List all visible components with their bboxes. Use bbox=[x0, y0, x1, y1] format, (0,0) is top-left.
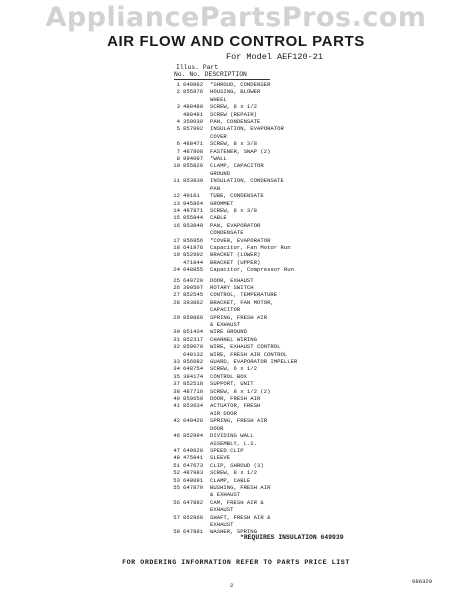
part-description: WASHER, SPRING bbox=[210, 528, 257, 536]
part-row bbox=[168, 380, 368, 387]
part-row bbox=[168, 314, 368, 321]
part-description: *WALL bbox=[210, 155, 227, 163]
part-row bbox=[168, 469, 368, 476]
part-description: SPRING, FRESH AIR bbox=[210, 417, 268, 425]
part-row bbox=[168, 432, 368, 439]
part-description: BRACKET, FAN MOTOR, bbox=[210, 298, 274, 306]
insulation-footnote: *REQUIRES INSULATION 649939 bbox=[240, 534, 344, 541]
part-number: 855876 bbox=[183, 88, 204, 96]
part-row bbox=[168, 321, 368, 328]
illus-number bbox=[168, 306, 183, 313]
illus-number: 55 bbox=[173, 483, 180, 491]
illus-number: 12 bbox=[173, 192, 180, 200]
illus-number: 31 bbox=[173, 335, 180, 343]
illus-number: 16 bbox=[173, 221, 180, 229]
part-description: BRACKET (UPPER) bbox=[210, 258, 261, 266]
illus-number bbox=[168, 491, 183, 498]
part-row bbox=[168, 395, 368, 402]
illus-number: 29 bbox=[173, 313, 180, 321]
part-number: 852317 bbox=[183, 335, 204, 343]
part-row bbox=[168, 229, 368, 236]
part-row bbox=[168, 266, 368, 273]
part-number: 852992 bbox=[183, 251, 204, 259]
part-number: 390507 bbox=[183, 283, 204, 291]
part-description: WIRE, EXHAUST CONTROL bbox=[210, 343, 281, 351]
part-number: 487710 bbox=[183, 387, 204, 395]
part-description: AIR DOOR bbox=[210, 409, 237, 417]
part-row bbox=[168, 88, 368, 95]
part-number: 853839 bbox=[183, 177, 204, 185]
part-number: 859659 bbox=[183, 395, 204, 403]
part-row bbox=[168, 244, 368, 251]
illus-number: 53 bbox=[173, 476, 180, 484]
part-row bbox=[168, 155, 368, 162]
part-number bbox=[183, 321, 210, 328]
part-number: 649862 bbox=[183, 81, 204, 88]
part-number: 859070 bbox=[183, 343, 204, 351]
part-description: SUPPORT, UNIT bbox=[210, 380, 254, 388]
part-number: 852518 bbox=[183, 380, 204, 388]
part-number: 647881 bbox=[183, 528, 204, 536]
illus-number: 1 bbox=[176, 81, 180, 88]
illus-number: 6 bbox=[176, 140, 180, 148]
part-description: DOOR, EXHAUST bbox=[210, 276, 254, 284]
illus-number: 51 bbox=[173, 461, 180, 469]
part-description: COVER bbox=[210, 132, 227, 140]
part-description: WIRE GROUND bbox=[210, 328, 247, 336]
part-row bbox=[168, 200, 368, 207]
illus-number bbox=[168, 185, 183, 192]
part-row bbox=[168, 277, 368, 284]
illus-number: 11 bbox=[173, 177, 180, 185]
part-row bbox=[168, 402, 368, 409]
part-description: SLEEVE bbox=[210, 454, 231, 462]
part-description: SCREW, 8 x 3/8 bbox=[210, 206, 257, 214]
part-row bbox=[168, 462, 368, 469]
illus-number: 15 bbox=[173, 214, 180, 222]
part-description: CABLE bbox=[210, 214, 227, 222]
illus-number: 14 bbox=[173, 206, 180, 214]
illus-number: 38 bbox=[173, 387, 180, 395]
part-row bbox=[168, 417, 368, 424]
part-description: PAN, CONDENSATE bbox=[210, 118, 261, 126]
part-description: ASSEMBLY, L.S. bbox=[210, 439, 257, 447]
part-description: CLAMP, CAPACITOR bbox=[210, 162, 264, 170]
part-description: INSULATION, CONDENSATE bbox=[210, 177, 284, 185]
page-title: AIR FLOW AND CONTROL PARTS bbox=[107, 33, 365, 50]
column-header-description: No. No. DESCRIPTION bbox=[174, 71, 247, 78]
illus-number bbox=[168, 321, 183, 328]
illus-number: 25 bbox=[173, 276, 180, 284]
part-number: 49181 bbox=[183, 192, 200, 200]
illus-number: 35 bbox=[173, 372, 180, 380]
part-description: BUSHING, FRESH AIR bbox=[210, 483, 271, 491]
illus-number: 47 bbox=[173, 446, 180, 454]
part-number: 487871 bbox=[183, 206, 204, 214]
illus-number: 52 bbox=[173, 469, 180, 477]
part-row bbox=[168, 185, 368, 192]
part-number: 859860 bbox=[183, 313, 204, 321]
part-description: HOUSING, BLOWER bbox=[210, 88, 261, 96]
watermark-logo: AppliancePartsPros.com bbox=[45, 2, 427, 33]
part-description: SCREW, 8 x 3/8 bbox=[210, 140, 257, 148]
part-number: 649428 bbox=[183, 417, 204, 425]
part-number: 475841 bbox=[183, 454, 204, 462]
part-number bbox=[183, 185, 210, 192]
part-number: 856956 bbox=[183, 236, 204, 244]
part-description: CONDENSATE bbox=[210, 229, 244, 237]
part-description: ROTARY SWITCH bbox=[210, 283, 254, 291]
part-description: SPEED CLIP bbox=[210, 446, 244, 454]
illus-number: 7 bbox=[176, 147, 180, 155]
part-row bbox=[168, 328, 368, 335]
part-number bbox=[183, 491, 210, 498]
part-row bbox=[168, 177, 368, 184]
part-number: 851434 bbox=[183, 328, 204, 336]
part-number: 853840 bbox=[183, 221, 204, 229]
part-row bbox=[168, 514, 368, 521]
part-number: 857092 bbox=[183, 125, 204, 133]
part-row bbox=[168, 306, 368, 313]
illus-number: 58 bbox=[173, 528, 180, 536]
part-number: 855844 bbox=[183, 214, 204, 222]
part-description: WIRE, FRESH AIR CONTROL bbox=[210, 350, 288, 358]
part-row bbox=[168, 207, 368, 214]
illus-number: 8 bbox=[176, 155, 180, 163]
illus-number: 3 bbox=[176, 103, 180, 111]
part-description: SCREW, 8 x 1/2 bbox=[210, 469, 257, 477]
part-description: SCREW, 6 x 1/2 bbox=[210, 365, 257, 373]
part-description: CONTROL, TEMPERATURE bbox=[210, 291, 278, 299]
part-description: CLIP, SHROUD (3) bbox=[210, 461, 264, 469]
part-row bbox=[168, 118, 368, 125]
part-description: SCREW, 8 x 1/2 (2) bbox=[210, 387, 271, 395]
part-description: & EXHAUST bbox=[210, 491, 241, 499]
illus-number bbox=[168, 96, 183, 103]
part-number: 647673 bbox=[183, 461, 204, 469]
part-number: 845864 bbox=[183, 199, 204, 207]
part-number: 647882 bbox=[183, 498, 204, 506]
part-row bbox=[168, 237, 368, 244]
part-number bbox=[183, 440, 210, 447]
illus-number: 32 bbox=[173, 343, 180, 351]
part-row bbox=[168, 506, 368, 513]
part-number: 359030 bbox=[183, 118, 204, 126]
part-number: 856082 bbox=[183, 358, 204, 366]
part-description: *SHROUD, CONDENSER bbox=[210, 81, 271, 88]
part-row bbox=[168, 299, 368, 306]
part-number bbox=[183, 306, 210, 313]
model-subtitle: For Model AEF120-21 bbox=[226, 52, 323, 62]
part-number bbox=[183, 506, 210, 513]
part-number: 487808 bbox=[183, 147, 204, 155]
part-row bbox=[168, 214, 368, 221]
part-number bbox=[183, 229, 210, 236]
part-description: TUBE, CONDENSATE bbox=[210, 192, 264, 200]
part-description: EXHAUST bbox=[210, 520, 234, 528]
part-row bbox=[168, 343, 368, 350]
part-row bbox=[168, 388, 368, 395]
part-description: GUARD, EVAPORATOR IMPELLER bbox=[210, 358, 298, 366]
part-number: 649620 bbox=[183, 446, 204, 454]
illus-number: 37 bbox=[173, 380, 180, 388]
part-description: & EXHAUST bbox=[210, 321, 241, 328]
part-number bbox=[183, 133, 210, 140]
part-description: GROUND bbox=[210, 169, 231, 177]
document-code: 986329 bbox=[412, 578, 433, 585]
part-row bbox=[168, 96, 368, 103]
illus-number bbox=[168, 440, 183, 447]
part-number: 641976 bbox=[183, 243, 204, 251]
part-description: PAN, EVAPORATOR bbox=[210, 221, 261, 229]
part-description: DOOR, FRESH AIR bbox=[210, 395, 261, 403]
illus-number: 42 bbox=[173, 417, 180, 425]
illus-number bbox=[168, 170, 183, 177]
part-row bbox=[168, 162, 368, 169]
part-number: 648132 bbox=[183, 350, 204, 358]
illus-number: 4 bbox=[176, 118, 180, 126]
part-number: 487983 bbox=[183, 469, 204, 477]
part-description: CHANNEL WIRING bbox=[210, 335, 257, 343]
part-row bbox=[168, 222, 368, 229]
illus-number bbox=[168, 351, 183, 358]
part-row bbox=[168, 365, 368, 372]
illus-number bbox=[168, 521, 183, 528]
part-row bbox=[168, 477, 368, 484]
part-number: 648855 bbox=[183, 266, 204, 274]
part-description: DIVIDING WALL bbox=[210, 432, 254, 440]
part-number: 647879 bbox=[183, 483, 204, 491]
part-description: FASTENER, SNAP (2) bbox=[210, 147, 271, 155]
part-row bbox=[168, 111, 368, 118]
part-row bbox=[168, 259, 368, 266]
illus-number: 41 bbox=[173, 402, 180, 410]
part-description: SCREW, 8 x 1/2 bbox=[210, 103, 257, 111]
part-row bbox=[168, 521, 368, 528]
part-description: EXHAUST bbox=[210, 506, 234, 514]
part-description: BRACKET (LOWER) bbox=[210, 251, 261, 259]
part-row bbox=[168, 103, 368, 110]
illus-number: 26 bbox=[173, 283, 180, 291]
part-number: 471844 bbox=[183, 258, 204, 266]
part-row bbox=[168, 125, 368, 132]
illus-number bbox=[168, 111, 183, 118]
illus-number bbox=[168, 229, 183, 236]
part-number: 649720 bbox=[183, 276, 204, 284]
part-description: PAN bbox=[210, 184, 221, 192]
illus-number: 18 bbox=[173, 243, 180, 251]
part-number: 852994 bbox=[183, 432, 204, 440]
illus-number bbox=[168, 425, 183, 432]
part-description: CONTROL BOX bbox=[210, 372, 247, 380]
part-row bbox=[168, 499, 368, 506]
part-row bbox=[168, 447, 368, 454]
illus-number: 17 bbox=[173, 236, 180, 244]
part-row bbox=[168, 358, 368, 365]
illus-number bbox=[168, 506, 183, 513]
illus-number: 46 bbox=[173, 432, 180, 440]
part-row bbox=[168, 373, 368, 380]
parts-list bbox=[168, 81, 368, 536]
illus-number: 40 bbox=[173, 395, 180, 403]
part-row bbox=[168, 491, 368, 498]
illus-number: 2 bbox=[176, 88, 180, 96]
part-row bbox=[168, 336, 368, 343]
part-number: 648754 bbox=[183, 365, 204, 373]
illus-number bbox=[168, 259, 183, 266]
part-row bbox=[168, 170, 368, 177]
ordering-info: FOR ORDERING INFORMATION REFER TO PARTS PRICE LIST bbox=[122, 559, 350, 566]
part-number: 488480 bbox=[183, 103, 204, 111]
part-number: 488481 bbox=[183, 110, 204, 118]
part-description: CAPACITOR bbox=[210, 306, 241, 314]
part-number bbox=[183, 425, 210, 432]
part-description: Capacitor, Compressor Run bbox=[210, 266, 294, 274]
part-description: CAM, FRESH AIR & bbox=[210, 498, 264, 506]
part-row bbox=[168, 484, 368, 491]
part-number: 648091 bbox=[183, 476, 204, 484]
part-description: INSULATION, EVAPORATOR bbox=[210, 125, 284, 133]
illus-number: 48 bbox=[173, 454, 180, 462]
illus-number: 34 bbox=[173, 365, 180, 373]
illus-number: 5 bbox=[176, 125, 180, 133]
part-row bbox=[168, 192, 368, 199]
illus-number: 30 bbox=[173, 328, 180, 336]
header-divider bbox=[174, 79, 270, 80]
part-row bbox=[168, 81, 368, 88]
part-description: SCREW (REPAIR) bbox=[210, 110, 257, 118]
column-header-illus-part: Illus. Part bbox=[176, 64, 219, 71]
part-number: 488471 bbox=[183, 140, 204, 148]
part-row bbox=[168, 291, 368, 298]
illus-number: 24 bbox=[173, 266, 180, 274]
illus-number: 56 bbox=[173, 498, 180, 506]
illus-number: 33 bbox=[173, 358, 180, 366]
part-number: 855829 bbox=[183, 162, 204, 170]
part-description: SHAFT, FRESH AIR & bbox=[210, 513, 271, 521]
part-row bbox=[168, 440, 368, 447]
illus-number: 10 bbox=[173, 162, 180, 170]
part-description: Capacitor, Fan Motor Run bbox=[210, 243, 291, 251]
part-number bbox=[183, 170, 210, 177]
illus-number: 19 bbox=[173, 251, 180, 259]
illus-number: 13 bbox=[173, 199, 180, 207]
illus-number bbox=[168, 133, 183, 140]
illus-number bbox=[168, 410, 183, 417]
part-row bbox=[168, 140, 368, 147]
part-number: 852545 bbox=[183, 291, 204, 299]
illus-number: 27 bbox=[173, 291, 180, 299]
part-number: 393862 bbox=[183, 298, 204, 306]
part-row bbox=[168, 410, 368, 417]
part-description: ACTUATOR, FRESH bbox=[210, 402, 261, 410]
part-row bbox=[168, 251, 368, 258]
part-row bbox=[168, 454, 368, 461]
illus-number: 28 bbox=[173, 298, 180, 306]
part-description: WHEEL bbox=[210, 95, 227, 103]
part-number bbox=[183, 96, 210, 103]
part-row bbox=[168, 425, 368, 432]
part-row bbox=[168, 351, 368, 358]
part-description: DOOR bbox=[210, 424, 224, 432]
part-row bbox=[168, 284, 368, 291]
illus-number: 57 bbox=[173, 513, 180, 521]
part-row bbox=[168, 133, 368, 140]
part-row bbox=[168, 148, 368, 155]
part-number: 852868 bbox=[183, 513, 204, 521]
part-description: CLAMP, CABLE bbox=[210, 476, 251, 484]
part-number bbox=[183, 410, 210, 417]
page-number: 2 bbox=[230, 582, 234, 589]
part-description: GROMMET bbox=[210, 199, 234, 207]
part-description: SPRING, FRESH AIR bbox=[210, 313, 268, 321]
part-number: 853634 bbox=[183, 402, 204, 410]
part-number bbox=[183, 521, 210, 528]
part-number: 994097 bbox=[183, 155, 204, 163]
part-description: *COVER, EVAPORATOR bbox=[210, 236, 271, 244]
part-number: 394174 bbox=[183, 372, 204, 380]
